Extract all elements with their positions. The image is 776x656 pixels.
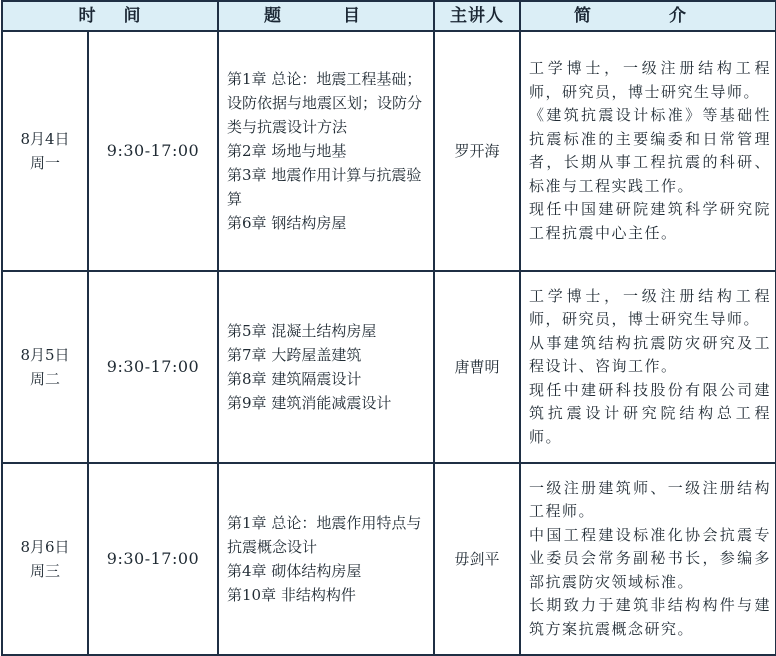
weekday-label: 周三 [29, 562, 60, 580]
table-row [2, 271, 776, 463]
speaker-cell: 唐曹明 [434, 271, 520, 463]
intro-paragraph: 工学博士，一级注册结构工程师，研究员，博士研究生导师。 [529, 59, 772, 101]
intro-paragraph: 工学博士，一级注册结构工程师，研究员，博士研究生导师。 [529, 286, 772, 329]
header-speaker: 主讲人 [434, 1, 520, 31]
intro-paragraph: 《建筑抗震设计标准》等基础性抗震标准的主要编委和日常管理者，长期从事工程抗震的科研、标准与工程实践工作。 [529, 106, 772, 195]
time-cell: 9:30-17:00 [88, 463, 218, 655]
date-label: 8月6日 [20, 538, 70, 556]
course-schedule-table [1, 0, 776, 656]
date-label: 8月4日 [20, 130, 70, 148]
weekday-label: 周二 [29, 370, 60, 388]
topics-cell [218, 463, 434, 655]
intro-paragraph: 现任中国建研院建筑科学研究院工程抗震中心主任。 [529, 200, 772, 242]
date-cell [2, 31, 88, 271]
topic-item: 第1章 总论：地震作用特点与抗震概念设计 [227, 514, 422, 556]
header-intro: 简 介 [520, 1, 776, 31]
speaker-cell: 毋剑平 [434, 463, 520, 655]
intro-paragraph: 长期致力于建筑非结构构件与建筑方案抗震概念研究。 [529, 596, 772, 638]
topics-cell [218, 271, 434, 463]
topic-item: 第3章 地震作用计算与抗震验算 [227, 166, 422, 208]
header-topic: 题 目 [218, 1, 434, 31]
table-row [2, 31, 776, 271]
intro-cell [520, 463, 776, 655]
date-cell [2, 271, 88, 463]
table-row [2, 463, 776, 655]
speaker-cell: 罗开海 [434, 31, 520, 271]
topic-item: 第2章 场地与地基 [227, 142, 347, 160]
topic-item: 第9章 建筑消能减震设计 [227, 394, 392, 412]
time-cell: 9:30-17:00 [88, 31, 218, 271]
time-cell: 9:30-17:00 [88, 271, 218, 463]
topic-item: 第5章 混凝土结构房屋 [227, 322, 377, 340]
intro-cell [520, 31, 776, 271]
topic-item: 第1章 总论：地震工程基础；设防依据与地震区划；设防分类与抗震设计方法 [227, 70, 423, 136]
topic-item: 第7章 大跨屋盖建筑 [227, 346, 362, 364]
intro-paragraph: 中国工程建设标准化协会抗震专业委员会常务副秘书长，参编多部抗震防灾领域标准。 [529, 525, 772, 591]
date-label: 8月5日 [20, 346, 70, 364]
topic-item: 第8章 建筑隔震设计 [227, 370, 362, 388]
intro-paragraph: 从事建筑结构抗震防灾研究及工程设计、咨询工作。 [529, 333, 772, 376]
topic-item: 第6章 钢结构房屋 [227, 214, 347, 232]
weekday-label: 周一 [29, 154, 60, 172]
intro-paragraph: 一级注册建筑师、一级注册结构工程师。 [529, 478, 772, 521]
topics-cell [218, 31, 434, 271]
header-time: 时 间 [2, 1, 218, 31]
date-cell [2, 463, 88, 655]
header-row [2, 1, 776, 31]
topic-item: 第4章 砌体结构房屋 [227, 562, 362, 580]
topic-item: 第10章 非结构构件 [227, 586, 356, 604]
intro-paragraph: 现任中建研科技股份有限公司建筑抗震设计研究院结构总工程师。 [529, 380, 772, 446]
intro-cell [520, 271, 776, 463]
